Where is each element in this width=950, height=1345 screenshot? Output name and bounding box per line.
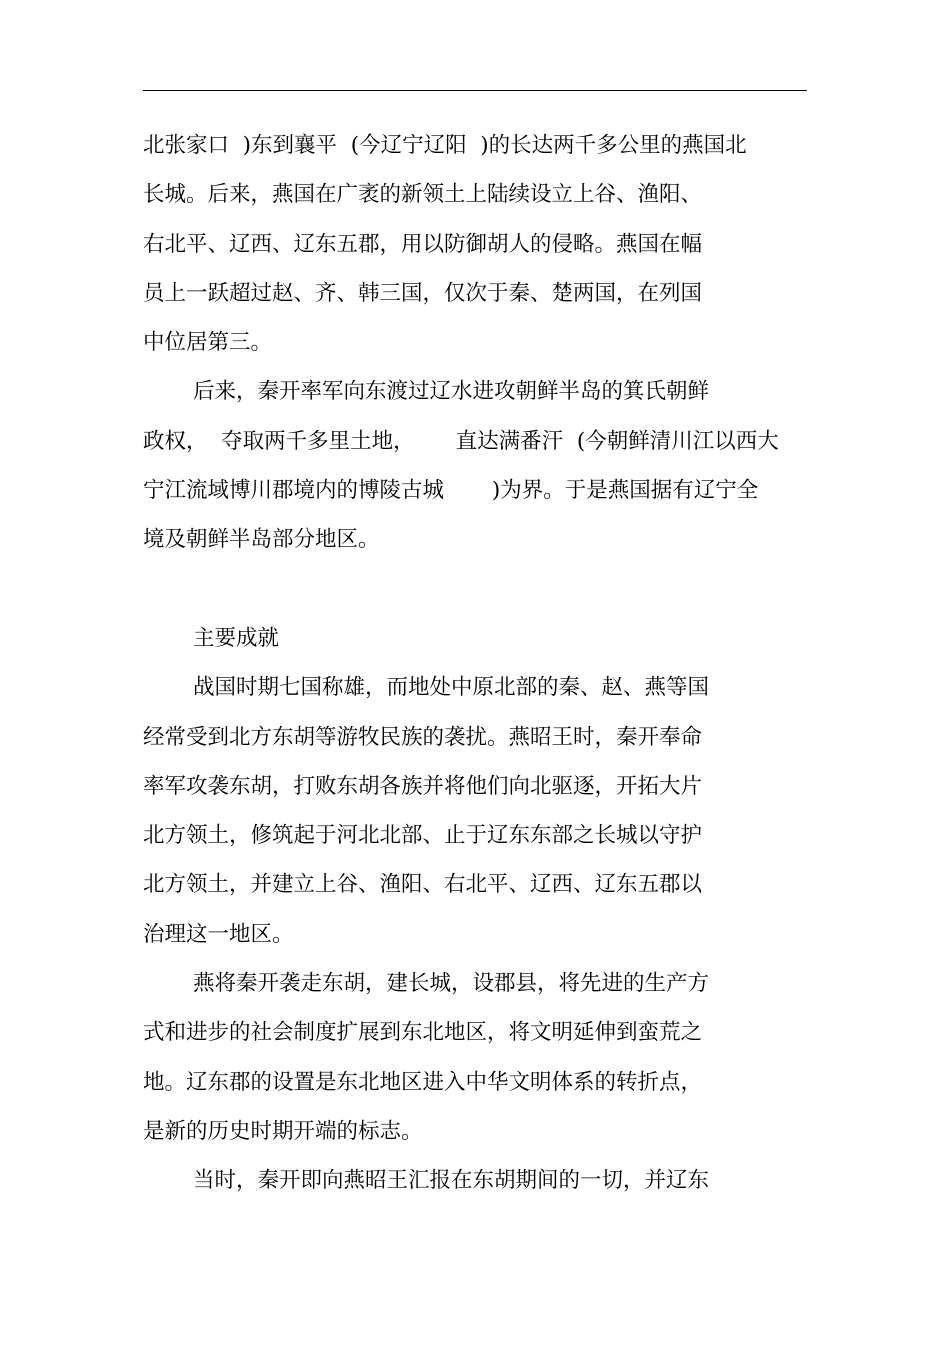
text-line: 率军攻袭东胡，打败东胡各族并将他们向北驱逐，开拓大片 (143, 773, 703, 799)
header-rule (143, 90, 807, 91)
paragraph-first-line: 战国时期七国称雄，而地处中原北部的秦、赵、燕等国 (193, 675, 710, 701)
text-line: 北方领土，并建立上谷、渔阳、右北平、辽西、辽东五郡以 (143, 872, 703, 898)
text-line: 宁江流域博川郡境内的博陵古城 )为界。于是燕国据有辽宁全 (143, 478, 759, 504)
paragraph-first-line: 当时，秦开即向燕昭王汇报在东胡期间的一切，并辽东 (193, 1168, 710, 1194)
text-line: 右北平、辽西、辽东五郡，用以防御胡人的侵略。燕国在幅 (143, 231, 703, 257)
text-line: 中位居第三。 (143, 330, 273, 356)
paragraph-first-line: 主要成就 (193, 625, 280, 651)
text-line: 地。辽东郡的设置是东北地区进入中华文明体系的转折点， (143, 1069, 703, 1095)
text-line: 经常受到北方东胡等游牧民族的袭扰。燕昭王时，秦开奉命 (143, 724, 703, 750)
blank-line (143, 565, 807, 614)
text-line: 长城。后来，燕国在广袤的新领土上陆续设立上谷、渔阳、 (143, 182, 703, 208)
text-line: 政权， 夺取两千多里土地， 直达满番汗 (今朝鲜清川江以西大 (143, 428, 779, 454)
text-line: 治理这一地区。 (143, 921, 294, 947)
paragraph-first-line: 后来，秦开率军向东渡过辽水进攻朝鲜半岛的箕氏朝鲜 (193, 379, 710, 405)
text-line: 是新的历史时期开端的标志。 (143, 1118, 423, 1144)
document-body (143, 121, 807, 1206)
text-line: 境及朝鲜半岛部分地区。 (143, 527, 380, 553)
paragraph-first-line: 燕将秦开袭走东胡，建长城，设郡县，将先进的生产方 (193, 971, 710, 997)
text-line: 员上一跃超过赵、齐、韩三国，仅次于秦、楚两国，在列国 (143, 280, 703, 306)
text-line: 北张家口 )东到襄平 (今辽宁辽阳 )的长达两千多公里的燕国北 (143, 133, 747, 158)
text-line: 式和进步的社会制度扩展到东北地区，将文明延伸到蛮荒之 (143, 1020, 703, 1046)
text-line: 北方领土，修筑起于河北北部、止于辽东东部之长城以守护 (143, 823, 703, 849)
